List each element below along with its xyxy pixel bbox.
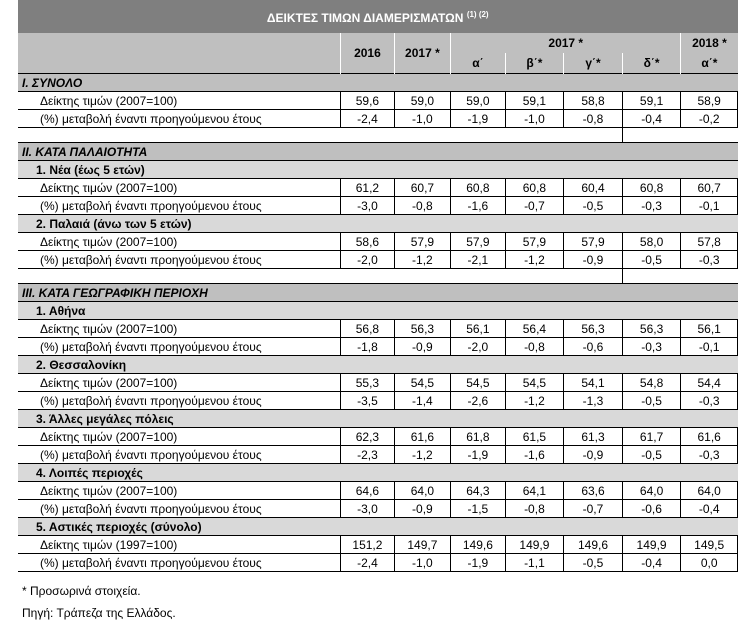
subsection-row (18, 161, 738, 179)
cell-value: 54,4 (681, 374, 738, 392)
row-label: Δείκτης τιμών (2007=100) (18, 92, 341, 110)
cell-value: -1,0 (505, 110, 564, 128)
cell-value: -1,1 (505, 554, 564, 572)
subsection-row (18, 356, 738, 374)
section-heading: ΙΙΙ. ΚΑΤΑ ΓΕΩΓΡΑΦΙΚΗ ΠΕΡΙΟΧΗ (18, 284, 738, 302)
row-label: Δείκτης τιμών (2007=100) (18, 179, 341, 197)
header-quarter: α΄* (681, 53, 738, 74)
notes (22, 582, 749, 626)
cell-value: -2,6 (451, 392, 505, 410)
table-row (18, 536, 738, 554)
title-text: ΔΕΙΚΤΕΣ ΤΙΜΩΝ ΔΙΑΜΕΡΙΣΜΑΤΩΝ (266, 11, 464, 25)
table-row (18, 428, 738, 446)
cell-value: 61,5 (505, 428, 564, 446)
cell-value: 57,9 (505, 233, 564, 251)
cell-value: 64,3 (451, 482, 505, 500)
table-title (18, 0, 738, 33)
row-label: (%) μεταβολή έναντι προηγούμενου έτους (18, 554, 341, 572)
title-row (18, 0, 738, 33)
cell-value: -0,9 (564, 251, 623, 269)
header-quarter: β΄* (505, 53, 564, 74)
cell-value: 56,1 (451, 320, 505, 338)
subsection-heading: 1. Αθήνα (18, 302, 738, 320)
cell-value: -1,2 (394, 446, 451, 464)
header-2018: 2018 * (681, 33, 738, 53)
cell-value: 149,9 (622, 536, 681, 554)
row-label: Δείκτης τιμών (2007=100) (18, 233, 341, 251)
cell-value: -2,4 (341, 110, 394, 128)
section-row (18, 74, 738, 92)
cell-value: 64,6 (341, 482, 394, 500)
section-row (18, 143, 738, 161)
cell-value: -1,4 (394, 392, 451, 410)
table-row (18, 338, 738, 356)
cell-value: -2,3 (341, 446, 394, 464)
cell-value: -1,9 (451, 554, 505, 572)
cell-value: 58,0 (622, 233, 681, 251)
cell-value: 60,8 (451, 179, 505, 197)
cell-value: -3,0 (341, 500, 394, 518)
cell-value: 61,2 (341, 179, 394, 197)
row-label: (%) μεταβολή έναντι προηγούμενου έτους (18, 446, 341, 464)
section-heading: ΙΙ. ΚΑΤΑ ΠΑΛΑΙΟΤΗΤΑ (18, 143, 738, 161)
subsection-heading: 2. Παλαιά (άνω των 5 ετών) (18, 215, 738, 233)
cell-value: 149,6 (564, 536, 623, 554)
table-row (18, 482, 738, 500)
subsection-heading: 3. Άλλες μεγάλες πόλεις (18, 410, 738, 428)
cell-value: 61,8 (451, 428, 505, 446)
cell-value: 149,6 (451, 536, 505, 554)
subsection-row (18, 302, 738, 320)
subsection-row (18, 464, 738, 482)
cell-value: -0,6 (622, 500, 681, 518)
cell-value: -0,3 (681, 251, 738, 269)
cell-value: 58,6 (341, 233, 394, 251)
cell-value: -0,7 (505, 197, 564, 215)
cell-value: -3,0 (341, 197, 394, 215)
spacer-row (18, 269, 738, 284)
header-quarter: δ΄* (622, 53, 681, 74)
cell-value: -2,4 (341, 554, 394, 572)
row-label: Δείκτης τιμών (2007=100) (18, 374, 341, 392)
cell-value: 60,7 (394, 179, 451, 197)
cell-value: 54,5 (505, 374, 564, 392)
cell-value: 64,1 (505, 482, 564, 500)
cell-value: 64,0 (622, 482, 681, 500)
cell-value: 59,1 (505, 92, 564, 110)
cell-value: -1,0 (394, 554, 451, 572)
row-label: Δείκτης τιμών (2007=100) (18, 428, 341, 446)
cell-value: -0,5 (622, 251, 681, 269)
cell-value: -0,4 (681, 500, 738, 518)
cell-value: 57,9 (564, 233, 623, 251)
cell-value: 58,8 (564, 92, 623, 110)
subsection-heading: 1. Νέα (έως 5 ετών) (18, 161, 738, 179)
cell-value: 60,8 (622, 179, 681, 197)
cell-value: -2,0 (341, 251, 394, 269)
cell-value: 151,2 (341, 536, 394, 554)
cell-value: 149,7 (394, 536, 451, 554)
table-row (18, 110, 738, 128)
cell-value: 61,6 (394, 428, 451, 446)
section-row (18, 284, 738, 302)
cell-value: 64,0 (394, 482, 451, 500)
row-label: (%) μεταβολή έναντι προηγούμενου έτους (18, 110, 341, 128)
cell-value: -0,8 (505, 500, 564, 518)
cell-value: 57,9 (394, 233, 451, 251)
cell-value: -0,4 (622, 110, 681, 128)
cell-value: 61,6 (681, 428, 738, 446)
subsection-heading: 4. Λοιπές περιοχές (18, 464, 738, 482)
row-label: Δείκτης τιμών (2007=100) (18, 482, 341, 500)
cell-value: 60,8 (505, 179, 564, 197)
cell-value: -1,2 (505, 392, 564, 410)
cell-value: 59,0 (451, 92, 505, 110)
cell-value: -0,9 (564, 446, 623, 464)
cell-value: -0,3 (681, 392, 738, 410)
header-2017-quarters: 2017 * (451, 33, 681, 53)
cell-value: -0,8 (564, 110, 623, 128)
row-label: Δείκτης τιμών (2007=100) (18, 320, 341, 338)
table-row (18, 374, 738, 392)
section-heading: Ι. ΣΥΝΟΛΟ (18, 74, 738, 92)
cell-value: -0,9 (394, 338, 451, 356)
spacer-row (18, 128, 738, 143)
cell-value: 149,9 (505, 536, 564, 554)
cell-value: 58,9 (681, 92, 738, 110)
row-label: (%) μεταβολή έναντι προηγούμενου έτους (18, 392, 341, 410)
cell-value: -0,3 (622, 197, 681, 215)
cell-value: -0,1 (681, 197, 738, 215)
cell-value: 54,5 (394, 374, 451, 392)
table-row (18, 197, 738, 215)
cell-value: 54,1 (564, 374, 623, 392)
header-2017-annual: 2017 * (394, 33, 451, 74)
header-2016: 2016 (341, 33, 394, 74)
cell-value: 55,3 (341, 374, 394, 392)
cell-value: 149,5 (681, 536, 738, 554)
header-quarter: γ΄* (564, 53, 623, 74)
cell-value: -2,1 (451, 251, 505, 269)
cell-value: -0,6 (564, 338, 623, 356)
cell-value: 54,5 (451, 374, 505, 392)
cell-value: -0,2 (681, 110, 738, 128)
cell-value: 56,4 (505, 320, 564, 338)
header-quarter: α΄ (451, 53, 505, 74)
subsection-heading: 2. Θεσσαλονίκη (18, 356, 738, 374)
row-label: Δείκτης τιμών (1997=100) (18, 536, 341, 554)
cell-value: -1,6 (451, 197, 505, 215)
table-row (18, 320, 738, 338)
table-row (18, 554, 738, 572)
cell-value: 57,9 (451, 233, 505, 251)
cell-value: -1,6 (505, 446, 564, 464)
cell-value: 56,8 (341, 320, 394, 338)
cell-value: -0,3 (681, 446, 738, 464)
cell-value: -1,0 (394, 110, 451, 128)
cell-value: -0,5 (622, 392, 681, 410)
cell-value: -1,2 (505, 251, 564, 269)
table-row (18, 92, 738, 110)
cell-value: 0,0 (681, 554, 738, 572)
cell-value: -0,9 (394, 500, 451, 518)
cell-value: 63,6 (564, 482, 623, 500)
cell-value: 56,3 (394, 320, 451, 338)
table-row (18, 233, 738, 251)
cell-value: 56,3 (564, 320, 623, 338)
cell-value: 64,0 (681, 482, 738, 500)
cell-value: 61,7 (622, 428, 681, 446)
cell-value: -1,3 (564, 392, 623, 410)
note-line: Πηγή: Τράπεζα της Ελλάδος. (22, 606, 176, 620)
row-label: (%) μεταβολή έναντι προηγούμενου έτους (18, 500, 341, 518)
row-label: (%) μεταβολή έναντι προηγούμενου έτους (18, 251, 341, 269)
cell-value: -0,3 (622, 338, 681, 356)
cell-value: -0,8 (394, 197, 451, 215)
subsection-row (18, 518, 738, 536)
cell-value: -0,7 (564, 500, 623, 518)
cell-value: -0,5 (564, 554, 623, 572)
cell-value: -0,5 (622, 446, 681, 464)
row-label: (%) μεταβολή έναντι προηγούμενου έτους (18, 338, 341, 356)
note-line: * Προσωρινά στοιχεία. (22, 584, 141, 598)
cell-value: -3,5 (341, 392, 394, 410)
cell-value: -0,8 (505, 338, 564, 356)
cell-value: 56,3 (622, 320, 681, 338)
cell-value: -1,2 (394, 251, 451, 269)
cell-value: 59,6 (341, 92, 394, 110)
subsection-row (18, 410, 738, 428)
cell-value: -1,9 (451, 446, 505, 464)
table-row (18, 446, 738, 464)
cell-value: -0,5 (564, 197, 623, 215)
cell-value: 59,1 (622, 92, 681, 110)
cell-value: -1,9 (451, 110, 505, 128)
subsection-row (18, 215, 738, 233)
cell-value: -0,4 (622, 554, 681, 572)
cell-value: 60,7 (681, 179, 738, 197)
cell-value: 56,1 (681, 320, 738, 338)
cell-value: 61,3 (564, 428, 623, 446)
header-row-years (18, 33, 738, 53)
cell-value: -1,8 (341, 338, 394, 356)
cell-value: 57,8 (681, 233, 738, 251)
title-footnote-marks: (1) (2) (466, 10, 489, 19)
cell-value: 62,3 (341, 428, 394, 446)
cell-value: 54,8 (622, 374, 681, 392)
cell-value: 59,0 (394, 92, 451, 110)
cell-value: -1,5 (451, 500, 505, 518)
table-row (18, 392, 738, 410)
cell-value: -0,1 (681, 338, 738, 356)
price-index-table (18, 0, 738, 572)
subsection-heading: 5. Αστικές περιοχές (σύνολο) (18, 518, 738, 536)
table-row (18, 179, 738, 197)
row-label: (%) μεταβολή έναντι προηγούμενου έτους (18, 197, 341, 215)
cell-value: 60,4 (564, 179, 623, 197)
header-label-cell (18, 33, 341, 74)
table-row (18, 251, 738, 269)
cell-value: -2,0 (451, 338, 505, 356)
table-row (18, 500, 738, 518)
